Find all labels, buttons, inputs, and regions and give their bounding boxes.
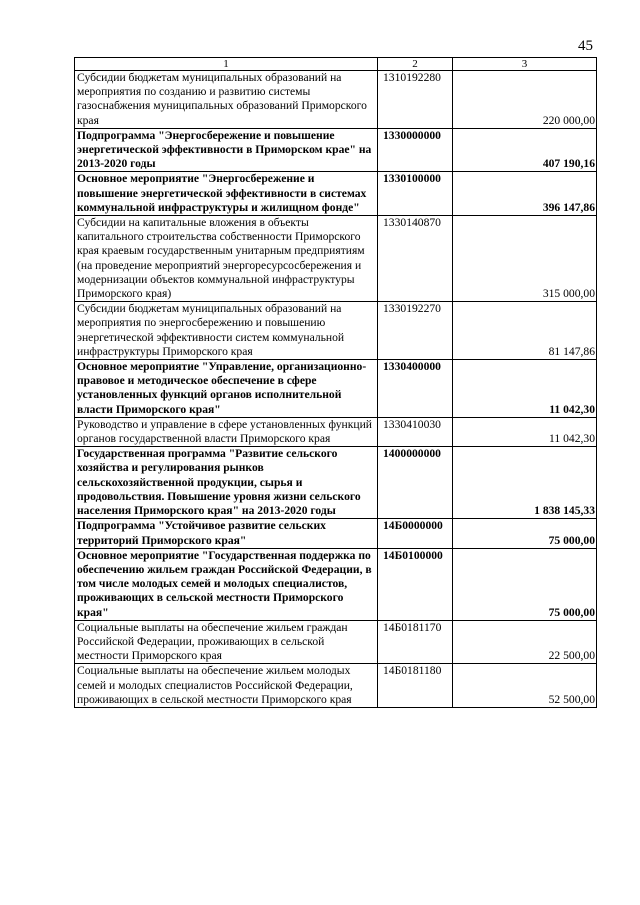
- row-amount: 11 042,30: [453, 417, 597, 446]
- row-amount: 75 000,00: [453, 519, 597, 548]
- row-name: Подпрограмма "Устойчивое развитие сельских территорий Приморского края": [75, 519, 378, 548]
- table-row: [75, 128, 597, 172]
- row-code: 1310192280: [378, 71, 453, 129]
- row-code: 1330410030: [378, 417, 453, 446]
- row-code: 1330140870: [378, 216, 453, 302]
- table-row: [75, 417, 597, 446]
- table-row: [75, 71, 597, 129]
- row-amount: 315 000,00: [453, 216, 597, 302]
- row-amount: 220 000,00: [453, 71, 597, 129]
- row-code: 1330100000: [378, 172, 453, 216]
- column-header-name: 1: [75, 58, 378, 71]
- table-row: [75, 360, 597, 418]
- table-row: [75, 172, 597, 216]
- table-row: [75, 302, 597, 360]
- row-name: Основное мероприятие "Управление, организационно-правовое и методическое обеспечение в сфере установленных функций органов исполнительной власти Приморского края": [75, 360, 378, 418]
- column-header-amount: 3: [453, 58, 597, 71]
- row-name: Руководство и управление в сфере установленных функций органов государственной власти Приморского края: [75, 417, 378, 446]
- row-amount: 52 500,00: [453, 664, 597, 708]
- row-amount: 22 500,00: [453, 620, 597, 664]
- row-name: Субсидии на капитальные вложения в объекты капитального строительства собственности Приморского края краевым государственным унитарным предприятиям (на проведение мероприятий энергоресурсосбережения и модернизации объектов коммунальной инфраструктуры Приморского края): [75, 216, 378, 302]
- row-code: 14Б0181180: [378, 664, 453, 708]
- row-amount: 407 190,16: [453, 128, 597, 172]
- row-amount: 75 000,00: [453, 548, 597, 620]
- row-code: 1330000000: [378, 128, 453, 172]
- table-row: [75, 519, 597, 548]
- row-name: Основное мероприятие "Энергосбережение и повышение энергетической эффективности в системах коммунальной инфраструктуры и жилищном фонде": [75, 172, 378, 216]
- table-row: [75, 548, 597, 620]
- row-name: Основное мероприятие "Государственная поддержка по обеспечению жильем граждан Российской Федерации, в том числе молодых семей и молодых специалистов, проживающих в сельской местности Приморского края": [75, 548, 378, 620]
- header-row: [75, 58, 597, 71]
- row-code: 1330192270: [378, 302, 453, 360]
- row-code: 1400000000: [378, 447, 453, 519]
- row-amount: 11 042,30: [453, 360, 597, 418]
- row-name: Социальные выплаты на обеспечение жильем молодых семей и молодых специалистов Российской Федерации, проживающих в сельской местности Приморского края: [75, 664, 378, 708]
- table-row: [75, 216, 597, 302]
- table-header: [75, 58, 597, 71]
- budget-table: [74, 57, 597, 708]
- table-row: [75, 664, 597, 708]
- table-row: [75, 620, 597, 664]
- row-code: 14Б0000000: [378, 519, 453, 548]
- row-code: 14Б0181170: [378, 620, 453, 664]
- row-amount: 81 147,86: [453, 302, 597, 360]
- page-number: 45: [578, 38, 593, 54]
- row-name: Государственная программа "Развитие сельского хозяйства и регулирования рынков сельскохозяйственной продукции, сырья и продовольствия. Повышение уровня жизни сельского населения Приморского края" на 2013-2020 годы: [75, 447, 378, 519]
- row-code: 14Б0100000: [378, 548, 453, 620]
- table-body: [75, 71, 597, 708]
- row-name: Субсидии бюджетам муниципальных образований на мероприятия по энергосбережению и повышению энергетической эффективности систем коммунальной инфраструктуры Приморского края: [75, 302, 378, 360]
- row-amount: 396 147,86: [453, 172, 597, 216]
- row-name: Субсидии бюджетам муниципальных образований на мероприятия по созданию и развитию системы газоснабжения муниципальных образований Приморского края: [75, 71, 378, 129]
- table-row: [75, 447, 597, 519]
- column-header-code: 2: [378, 58, 453, 71]
- row-name: Подпрограмма "Энергосбережение и повышение энергетической эффективности в Приморском крае" на 2013-2020 годы: [75, 128, 378, 172]
- row-amount: 1 838 145,33: [453, 447, 597, 519]
- row-code: 1330400000: [378, 360, 453, 418]
- row-name: Социальные выплаты на обеспечение жильем граждан Российской Федерации, проживающих в сельской местности Приморского края: [75, 620, 378, 664]
